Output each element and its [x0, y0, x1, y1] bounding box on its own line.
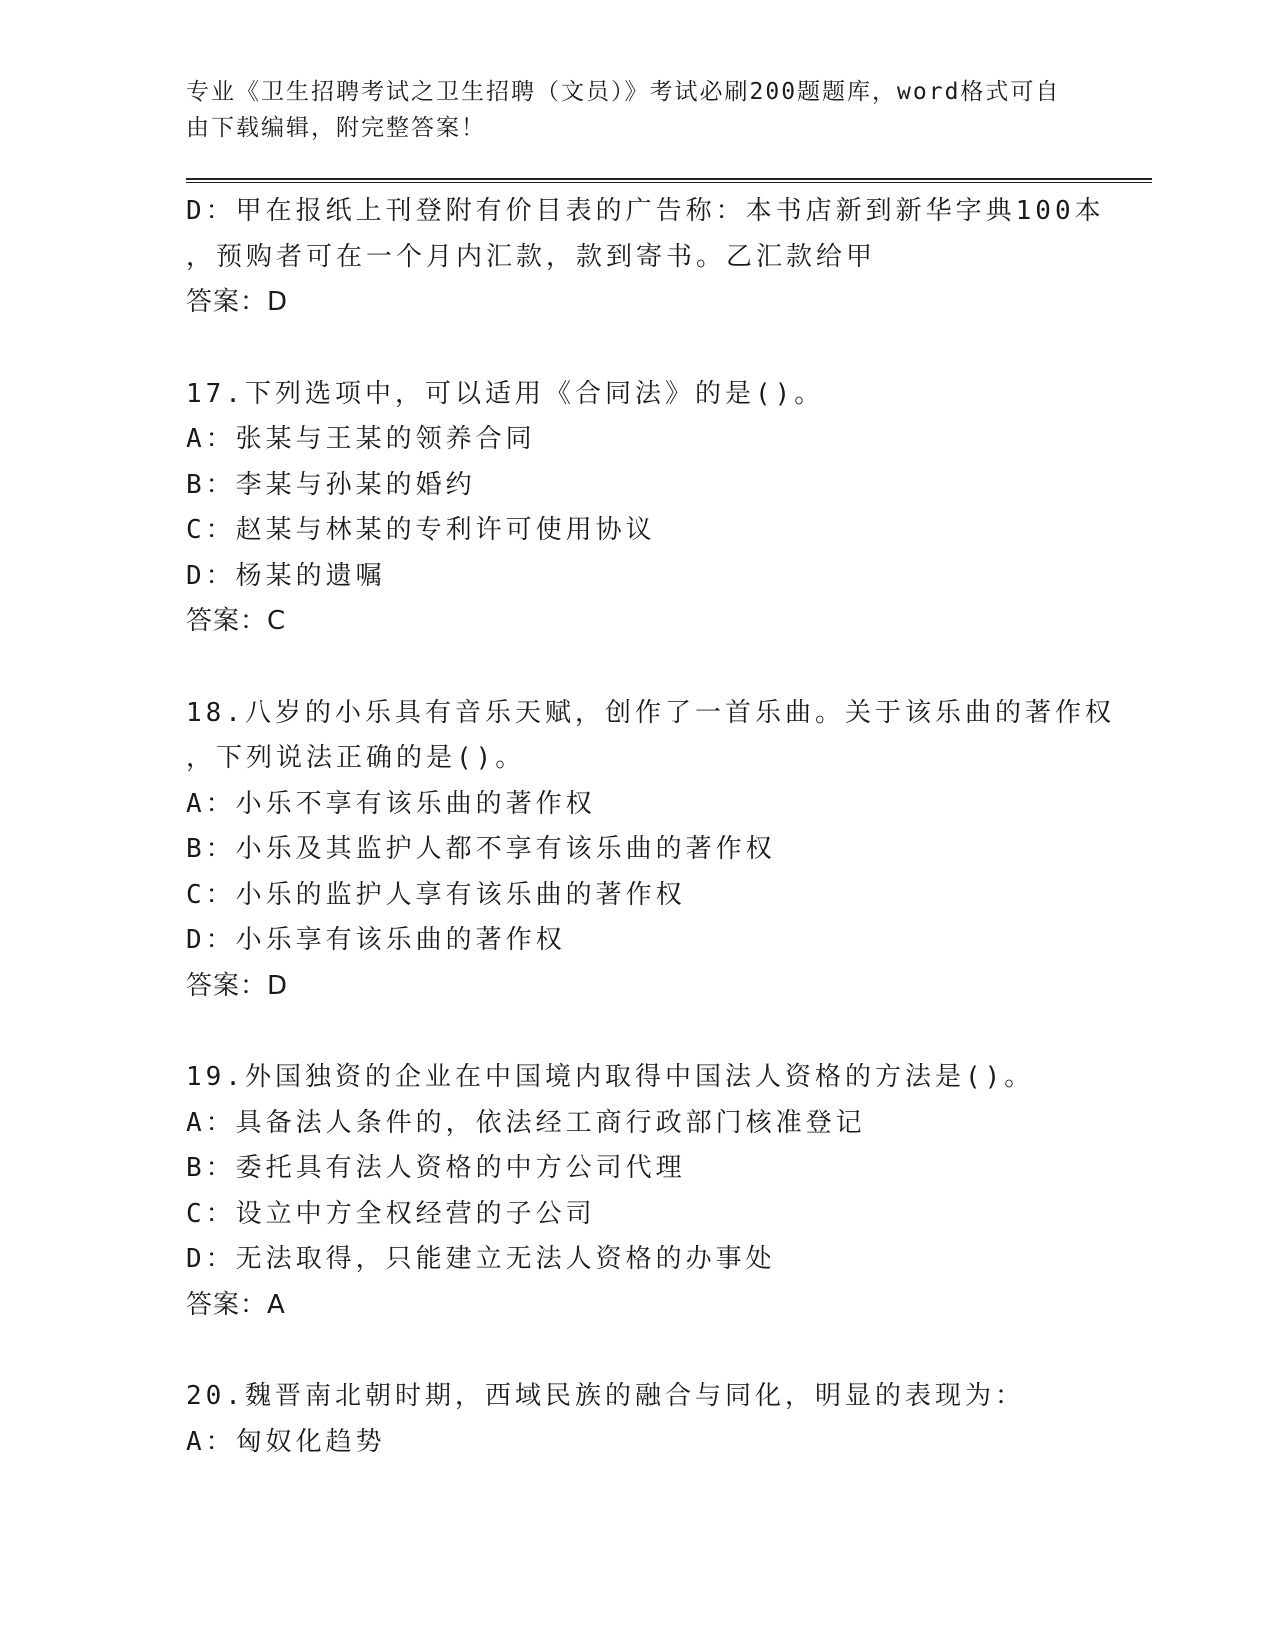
spacer	[186, 326, 1086, 372]
question-19-option-b: B：委托具有法人资格的中方公司代理	[186, 1153, 686, 1183]
question-17-stem: 17.下列选项中，可以适用《合同法》的是()。	[186, 378, 825, 409]
question-18	[186, 691, 1115, 1010]
question-18-stem-line-1: 18.八岁的小乐具有音乐天赋，创作了一首乐曲。关于该乐曲的著作权	[186, 697, 1115, 728]
question-19-stem: 19.外国独资的企业在中国境内取得中国法人资格的方法是()。	[186, 1062, 1035, 1092]
answer-19: 答案：A	[186, 1289, 286, 1320]
header-line-2: 由下载编辑，附完整答案！	[186, 115, 486, 141]
spacer	[186, 645, 1086, 691]
question-19-option-d: D：无法取得，只能建立无法人资格的办事处	[186, 1244, 776, 1274]
spacer	[186, 1009, 1086, 1055]
header-divider-thin	[186, 182, 1152, 183]
question-16-continuation	[186, 189, 1105, 326]
question-19-option-c: C：设立中方全权经营的子公司	[186, 1198, 596, 1229]
option-d-line-2: ，预购者可在一个月内汇款，款到寄书。乙汇款给甲	[186, 241, 877, 272]
question-17-option-a: A：张某与王某的领养合同	[186, 424, 536, 454]
question-list	[186, 189, 1115, 1465]
answer-16: 答案：D	[186, 287, 289, 317]
question-17-option-b: B：李某与孙某的婚约	[186, 469, 476, 500]
question-18-stem-line-2: ，下列说法正确的是()。	[186, 743, 526, 773]
question-18-option-d: D：小乐享有该乐曲的著作权	[186, 925, 566, 955]
question-20	[186, 1374, 1086, 1465]
header-divider-thick	[186, 178, 1152, 180]
question-20-option-a: A：匈奴化趋势	[186, 1426, 386, 1457]
document-header	[186, 74, 1086, 146]
question-20-stem: 20.魏晋南北朝时期，西域民族的融合与同化，明显的表现为：	[186, 1381, 1025, 1411]
question-18-option-c: C：小乐的监护人享有该乐曲的著作权	[186, 879, 686, 910]
question-17-option-c: C：赵某与林某的专利许可使用协议	[186, 515, 656, 545]
question-18-option-a: A：小乐不享有该乐曲的著作权	[186, 788, 596, 819]
question-19-option-a: A：具备法人条件的，依法经工商行政部门核准登记	[186, 1107, 866, 1138]
answer-17: 答案：C	[186, 606, 287, 636]
answer-18: 答案：D	[186, 970, 289, 1001]
question-18-option-b: B：小乐及其监护人都不享有该乐曲的著作权	[186, 834, 776, 864]
question-19	[186, 1055, 1086, 1328]
question-17	[186, 372, 1086, 645]
spacer	[186, 1328, 1086, 1374]
header-line-1: 专业《卫生招聘考试之卫生招聘（文员）》考试必刷200题题库，word格式可自	[186, 79, 1061, 105]
question-17-option-d: D：杨某的遗嘱	[186, 560, 386, 591]
option-d-line-1: D：甲在报纸上刊登附有价目表的广告称：本书店新到新华字典100本	[186, 196, 1105, 226]
